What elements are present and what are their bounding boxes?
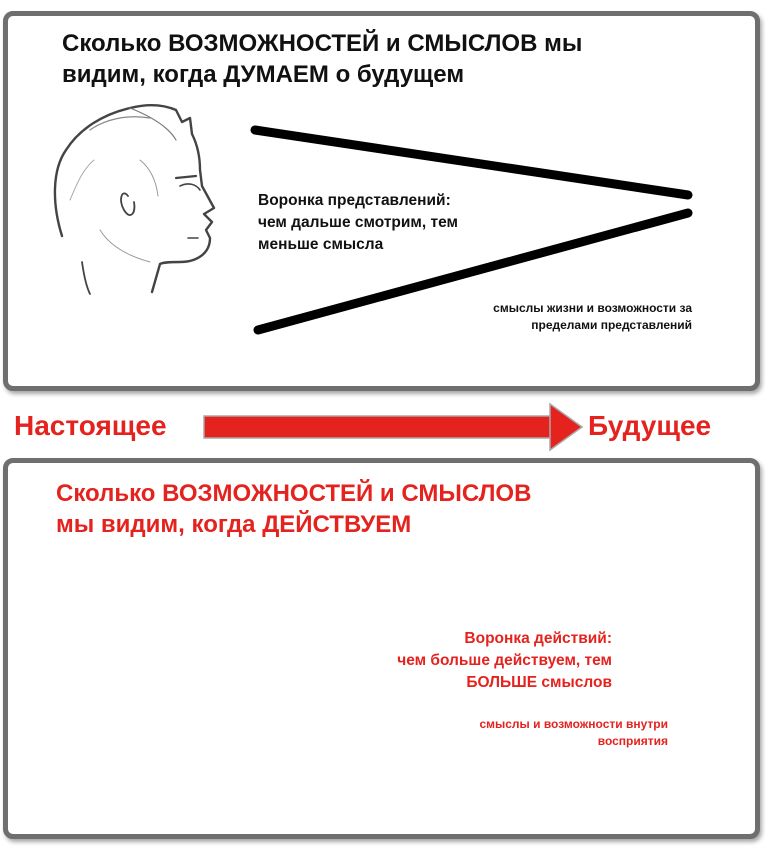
acting-funnel-line2: чем больше действуем, тем (397, 652, 612, 669)
thinking-note (410, 300, 692, 334)
acting-title-line2: мы видим, когда ДЕЙСТВУЕМ (56, 511, 412, 538)
thinking-funnel-line2: чем дальше смотрим, тем (258, 214, 458, 231)
thinking-title-line2: видим, когда ДУМАЕМ о будущем (62, 61, 465, 88)
thinking-funnel-line3: меньше смысла (258, 236, 384, 253)
thinking-title-line1: Сколько ВОЗМОЖНОСТЕЙ и СМЫСЛОВ мы (62, 30, 583, 57)
timeline-future-label: Будущее (588, 410, 712, 441)
acting-funnel-line1: Воронка действий: (464, 630, 612, 647)
acting-funnel-line3: БОЛЬШЕ смыслов (466, 674, 612, 691)
timeline-arrow (204, 404, 582, 450)
acting-note-line2: восприятия (597, 734, 668, 748)
acting-panel-title (56, 478, 656, 540)
funnel-top-upper-line (255, 130, 688, 195)
thinking-note-line1: смыслы жизни и возможности за (493, 301, 692, 315)
thinking-funnel-line1: Воронка представлений: (258, 192, 451, 209)
thinking-note-line2: пределами представлений (531, 318, 692, 332)
acting-title-line1: Сколько ВОЗМОЖНОСТЕЙ и СМЫСЛОВ (56, 480, 532, 507)
thinking-funnel-caption (258, 190, 558, 256)
acting-note-line1: смыслы и возможности внутри (479, 717, 668, 731)
acting-note (400, 716, 668, 750)
acting-funnel-caption (320, 628, 612, 694)
timeline-present-label: Настоящее (14, 410, 167, 441)
head-sketch-top (55, 105, 214, 294)
